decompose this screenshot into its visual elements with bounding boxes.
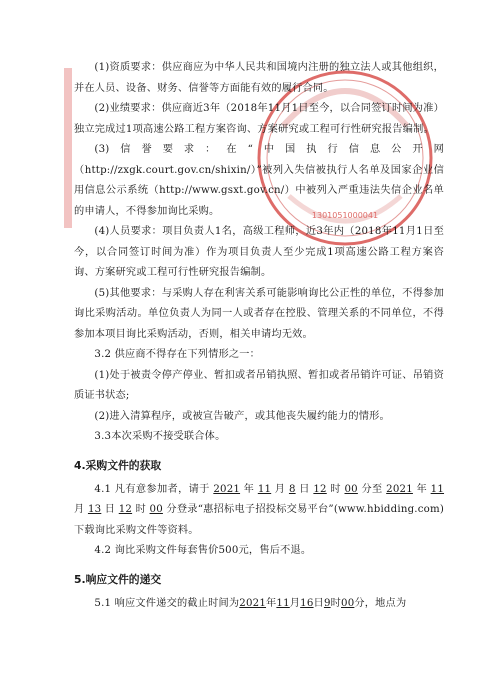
document-page [74,58,444,614]
exclusion-item-1: (1)处于被责令停产停业、暂扣或者吊销执照、暂扣或者吊销许可证、吊销资质证书状态; [74,369,444,401]
seam-stamp-strip [64,68,72,228]
section-3-3: 3.3本次采购不接受联合体。 [94,431,226,442]
section-3-2: 3.2 供应商不得存在下列情形之一： [94,349,261,360]
exclusion-item-2: (2)进入清算程序，或被宣告破产，或其他丧失履约能力的情形。 [94,410,390,422]
heading-obtain-documents: 4.采购文件的获取 [74,458,162,472]
section-4-1: 4.1 凡有意参加者，请于 2021 年 11 月 8 日 12 时 00 分至 2021 年 11 月 13 日 12 时 00 分登录“惠招标电子招投标交易平台”(www.hbidding.com)下载询比采购文件等资料。 [74,483,445,536]
section-5-1: 5.1 响应文件递交的截止时间为2021年11月16日9时00分，地点为 [94,597,407,609]
credit-requirement: (3)信誉要求：在“中国执行信息公开网（http://zxgk.court.gov.cn/shixin/）”被列入失信被执行人名单及国家企业信用信息公示系统（http://www.gsxt.gov.cn/）中被列入严重违法失信企业名单的申请人，不得参加询比采购。 [74,144,444,217]
seal-number: 1301051000041 [311,211,379,220]
section-4-2: 4.2 询比采购文件每套售价500元，售后不退。 [94,545,312,556]
other-requirement: (5)其他要求：与采购人存在利害关系可能影响询比公正性的单位，不得参加询比采购活动。单位负责人为同一人或者存在控股、管理关系的不同单位，不得参加本项目询比采购活动，否则，相关申请均无效。 [74,287,444,340]
heading-submit-response: 5.响应文件的递交 [74,572,162,586]
performance-requirement: (2)业绩要求：供应商近3年（2018年11月1日至今，以合同签订时间为准）独立完成过1项高速公路工程方案咨询、方案研究或工程可行性研究报告编制。 [74,103,444,135]
personnel-requirement: (4)人员要求：项目负责人1名，高级工程师，近3年内（2018年11月1日至今，以合同签订时间为准）作为项目负责人至少完成1项高速公路工程方案咨询、方案研究或工程可行性研究报告编制。 [74,226,444,278]
qualification-requirement: (1)资质要求：供应商应为中华人民共和国境内注册的独立法人或其他组织，并在人员、设备、财务、信誉等方面能有效的履行合同。 [74,62,444,94]
